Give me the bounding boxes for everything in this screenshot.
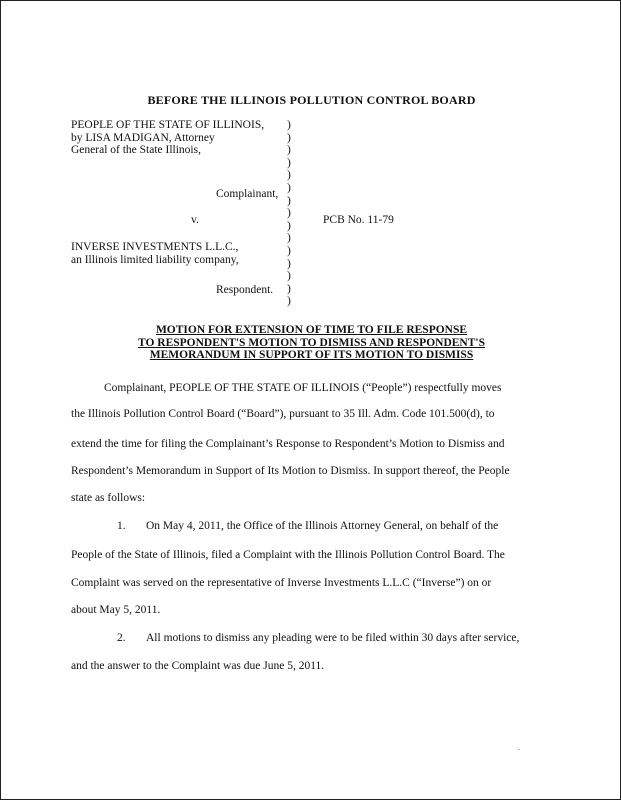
intro-line-2: the Illinois Pollution Control Board (“Board”), pursuant to 35 Ill. Adm. Code 101.500(d), to — [71, 408, 495, 420]
caption-party-line-3: General of the State Illinois, — [71, 144, 201, 157]
para2-line-1: All motions to dismiss any pleading were to be filed within 30 days after service, — [146, 632, 520, 644]
caption-party-line-1: PEOPLE OF THE STATE OF ILLINOIS, — [71, 119, 265, 131]
paren: ) — [287, 144, 291, 157]
para2-number: 2. — [117, 632, 126, 644]
intro-line-5: state as follows: — [71, 492, 146, 504]
intro-line-4: Respondent’s Memorandum in Support of Its Motion to Dismiss. In support thereof, the People — [71, 465, 510, 477]
caption-respondent-line-2: an Illinois limited liability company, — [71, 253, 239, 266]
paren: ) — [287, 244, 291, 257]
case-caption — [1, 119, 621, 308]
paren: ) — [287, 131, 291, 144]
court-header: BEFORE THE ILLINOIS POLLUTION CONTROL BOARD — [147, 93, 476, 107]
intro-line-3: extend the time for filing the Complainant’s Response to Respondent’s Motion to Dismiss and — [71, 438, 505, 450]
paren: ) — [287, 181, 291, 194]
paren: ) — [287, 169, 291, 182]
para1-line-4: about May 5, 2011. — [71, 604, 161, 616]
paren: ) — [287, 156, 291, 169]
motion-title-line-2: TO RESPONDENT'S MOTION TO DISMISS AND RESPONDENT'S — [137, 336, 485, 349]
page-mark: . — [518, 743, 520, 752]
para2-line-2: and the answer to the Complaint was due June 5, 2011. — [71, 660, 325, 672]
paren: ) — [287, 119, 291, 131]
para1-line-1: On May 4, 2011, the Office of the Illinois Attorney General, on behalf of the — [146, 520, 499, 532]
paren: ) — [287, 219, 291, 232]
paren: ) — [287, 232, 291, 245]
caption-party-line-2: by LISA MADIGAN, Attorney — [71, 131, 215, 144]
intro-line-1: Complainant, PEOPLE OF THE STATE OF ILLINOIS (“People”) respectfully moves — [104, 382, 502, 394]
paren: ) — [287, 295, 291, 308]
motion-title-line-1: MOTION FOR EXTENSION OF TIME TO FILE RESPONSE — [155, 324, 468, 336]
para1-line-3: Complaint was served on the representative of Inverse Investments L.L.C (“Inverse”) on or — [71, 577, 492, 589]
para1-number: 1. — [117, 520, 126, 532]
caption-versus: v. — [191, 214, 199, 226]
motion-title-line-3: MEMORANDUM IN SUPPORT OF ITS MOTION TO DISMISS — [149, 349, 474, 361]
case-number: PCB No. 11-79 — [323, 214, 394, 226]
paren: ) — [287, 194, 291, 207]
caption-respondent-label: Respondent. — [216, 284, 274, 296]
para1-line-2: People of the State of Illinois, filed a Complaint with the Illinois Pollution Control Board. The — [71, 549, 505, 561]
caption-complainant-label: Complainant, — [216, 188, 279, 200]
paren: ) — [287, 257, 291, 270]
motion-title — [1, 324, 621, 362]
caption-respondent-line-1: INVERSE INVESTMENTS L.L.C., — [71, 241, 239, 253]
caption-parentheses — [287, 119, 297, 308]
paren: ) — [287, 282, 291, 295]
paren: ) — [287, 207, 291, 220]
paren: ) — [287, 270, 291, 283]
